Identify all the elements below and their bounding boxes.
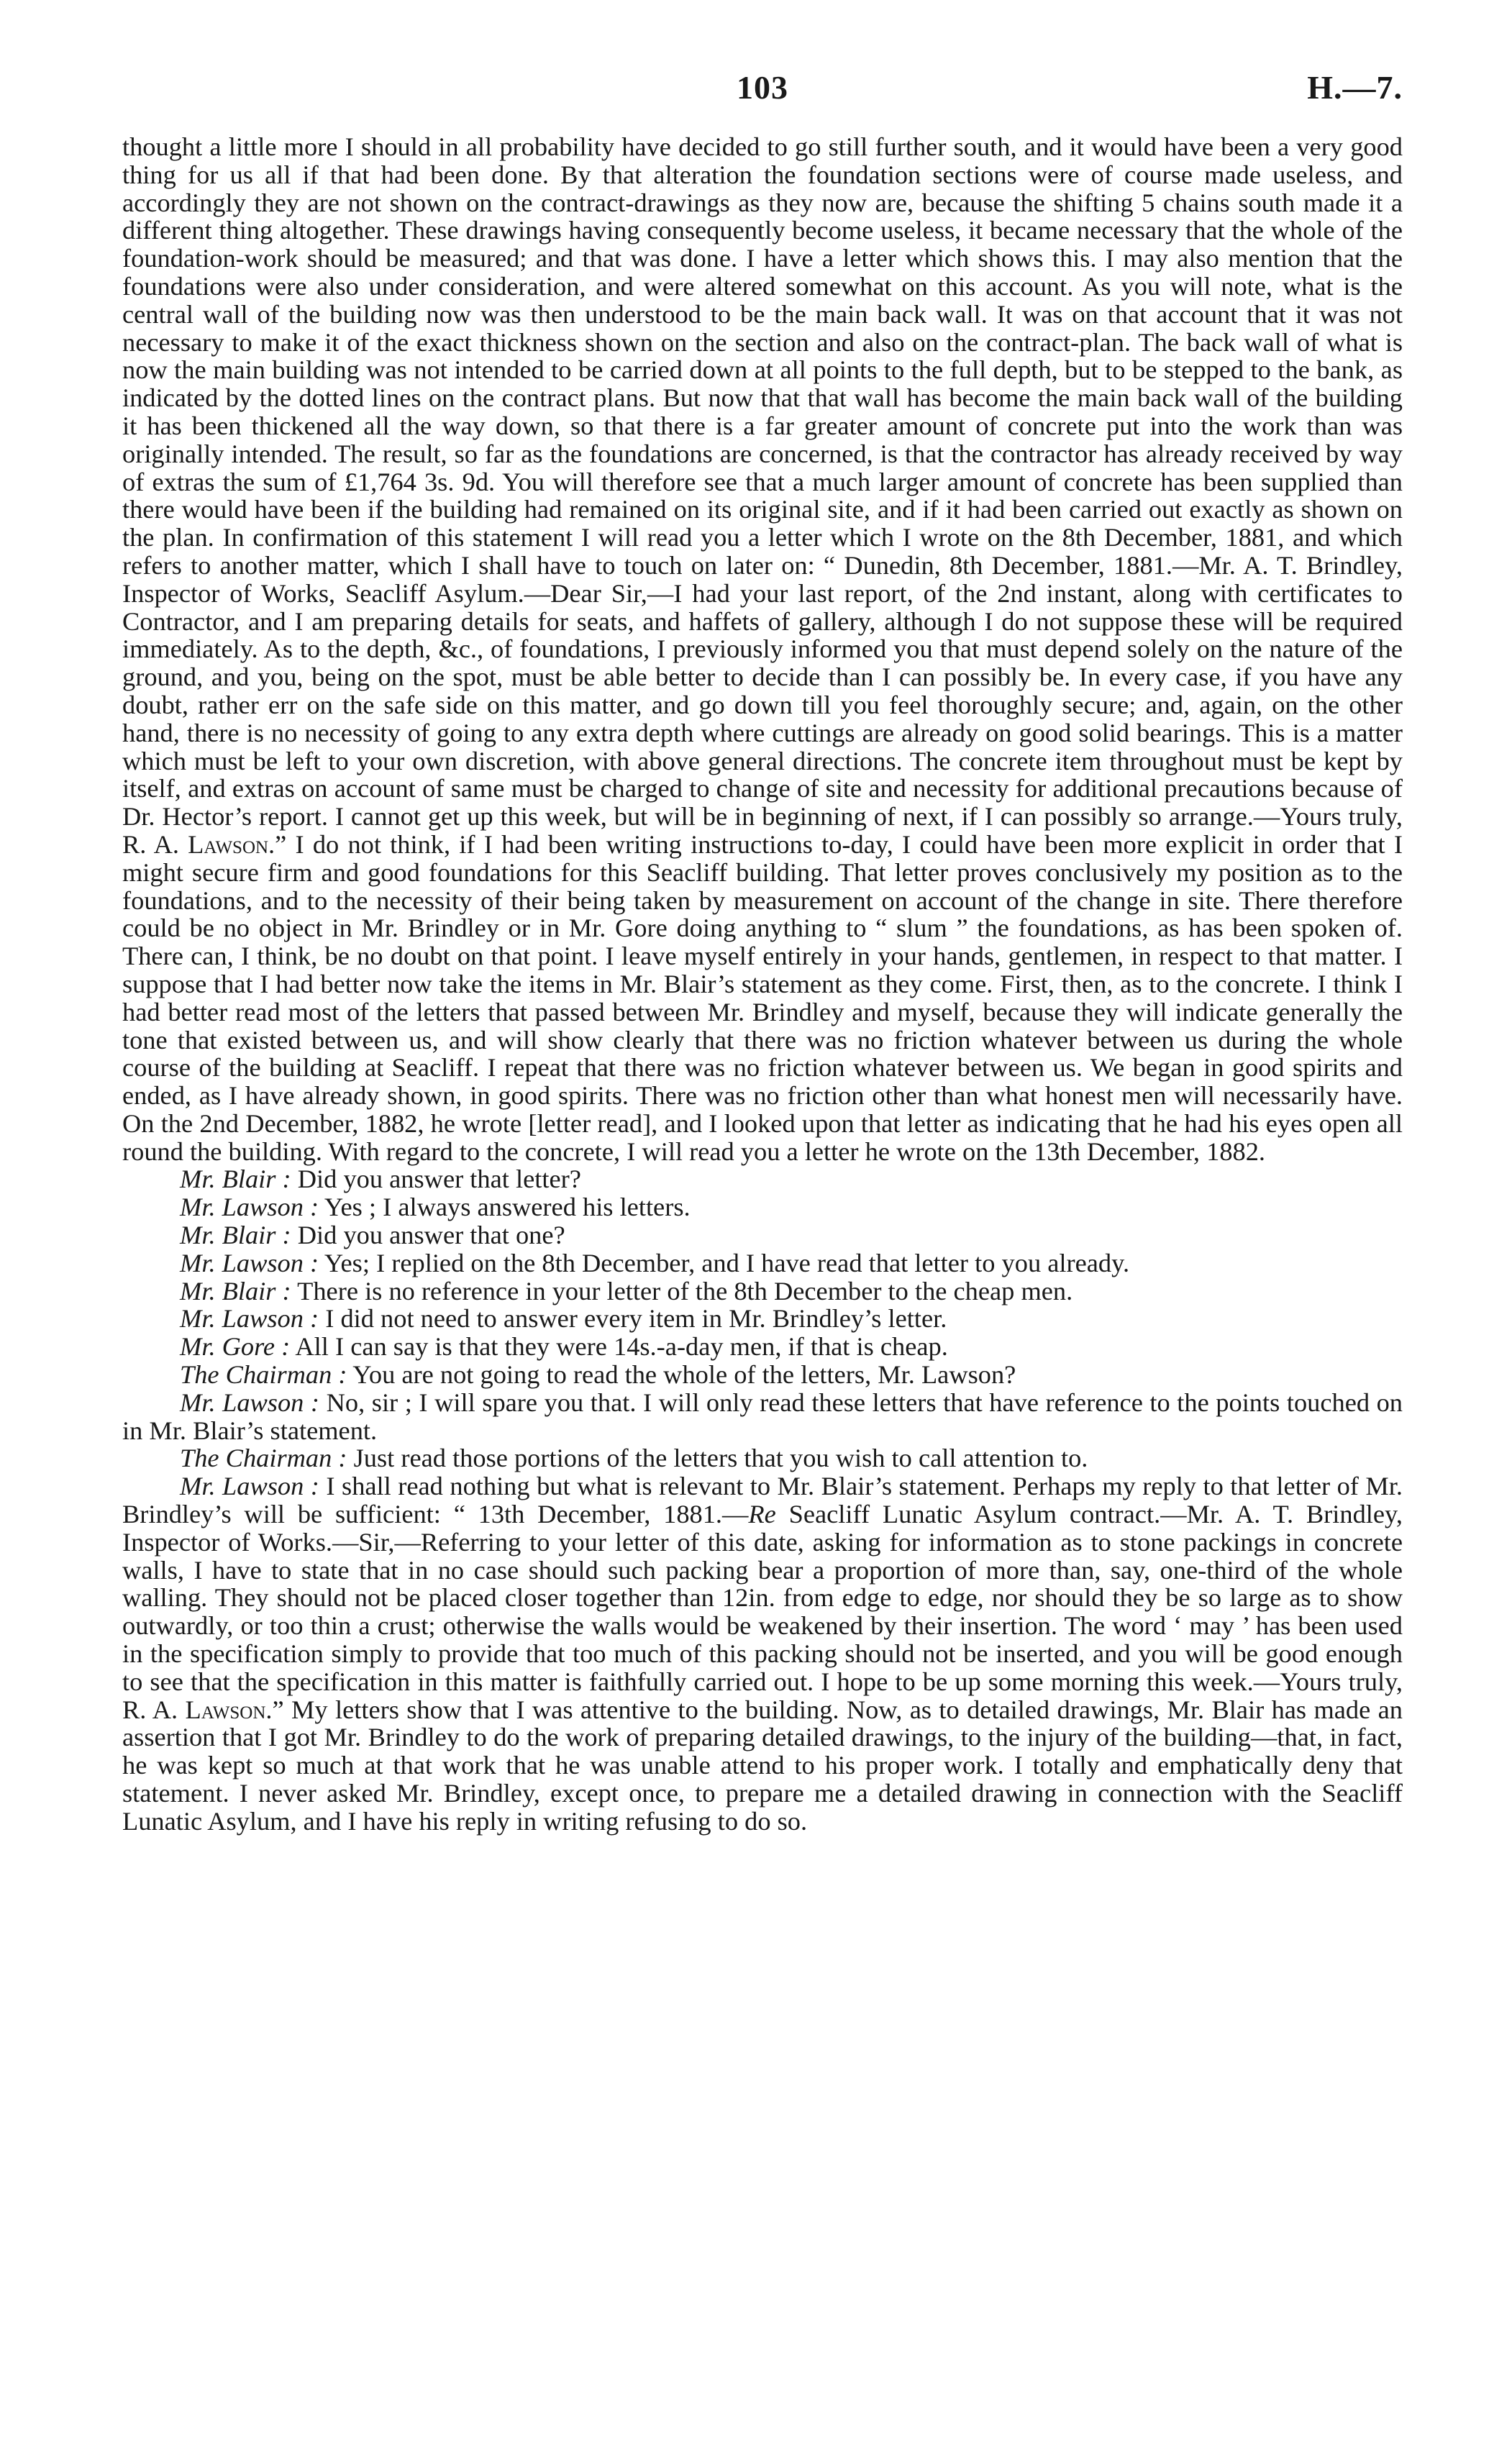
dialogue-text: Just read those portions of the letters that you wish to call attention to. xyxy=(353,1444,1088,1473)
dialogue-line xyxy=(122,1193,1403,1221)
speaker-name: Mr. Blair : xyxy=(180,1165,291,1194)
speaker-name: The Chairman : xyxy=(180,1444,347,1473)
speaker-name: Mr. Lawson : xyxy=(180,1193,319,1222)
final-text-before-re: I shall read nothing but what is relevant to Mr. Blair’s statement. Perhaps my reply to that letter of Mr. Brindley’s will be sufficient: “ 13th December, 1881.— xyxy=(122,1472,1403,1529)
dialogue-text: Did you answer that one? xyxy=(297,1221,565,1250)
page-header xyxy=(122,68,1403,133)
dialogue-line xyxy=(122,1333,1403,1361)
dialogue-text: Did you answer that letter? xyxy=(297,1165,581,1194)
dialogue-line xyxy=(122,1221,1403,1249)
speaker-name: Mr. Lawson : xyxy=(180,1248,319,1277)
body-text xyxy=(122,133,1403,1836)
opening-paragraph-text: thought a little more I should in all probability have decided to go still further south, and it would have been a very good thing for us all if that had been done. By that alteration the foundation sections were of course made useless, and accordingly they are not shown on the contract-drawings as they now are, because the shifting 5 chains south made it a different thing altogether. These drawings having consequently become useless, it became necessary that the whole of the foundation-work should be measured; and that was done. I have a letter which shows this. I may also mention that the foundations were also under consideration, and were altered somewhat on this account. As you will note, what is the central wall of the building now was then understood to be the main back wall. It was on that account that it was not necessary to make it of the exact thickness shown on the section and also on the contract-plan. The back wall of what is now the main building was not intended to be carried down at all points to the full depth, but to be stepped to the bank, as indicated by the dotted lines on the contract plans. But now that that wall has become the main back wall of the building it has been thickened all the way down, so that there is a far greater amount of concrete put into the work than was originally intended. The result, so far as the foundations are concerned, is that the contractor has already received by way of extras the sum of £1,764 3s. 9d. You will therefore see that a much larger amount of concrete has been supplied than there would have been if the building had remained on its original site, and if it had been carried out exactly as shown on the plan. In confirmation of this statement I will read you a letter which I wrote on the 8th December, 1881, and which refers to another matter, which I shall have to touch on later on: “ Dunedin, 8th December, 1881.—Mr. A. T. Brindley, Inspector of Works, Seacliff Asylum.—Dear Sir,—I had your last report, of the 2nd instant, along with certificates to Contractor, and I am preparing details for seats, and haffets of gallery, although I do not suppose these will be required immediately. As to the depth, &c., of foundations, I previously informed you that must depend solely on the nature of the ground, and you, being on the spot, must be able better to decide than I can possibly be. In every case, if you have any doubt, rather err on the safe side on this matter, and go down till you feel thoroughly secure; and, again, on the other hand, there is no necessity of going to any extra depth where cuttings are already on good solid bearings. This is a matter which must be left to your own discretion, with above general directions. The concrete item throughout must be kept by itself, and extras on account of same must be charged to change of site and necessity for additional precautions because of Dr. Hector’s report. I cannot get up this week, but will be in beginning of next, if I can possibly so arrange.—Yours truly, xyxy=(122,132,1403,831)
final-text-after-re: Seacliff Lunatic Asylum contract.—Mr. A. T. Brindley, Inspector of Works.—Sir,—Referring to your letter of this date, asking for information as to stone packings in concrete walls, I have to state that in no case should such packing bear a proportion of more than, say, one-third of the whole walling. They should not be placed closer together than 12in. from edge to edge, nor should they be so large as to show outwardly, or too thin a crust; otherwise the walls would be weakened by their insertion. The word ‘ may ’ has been used in the specification simply to provide that too much of this packing should not be inserted, and you will be good enough to see that the specification in this matter is faithfully carried out. I hope to be up some morning this week.—Yours truly, xyxy=(122,1500,1403,1696)
opening-letter-signature: R. A. Lawson.” xyxy=(122,829,287,859)
speaker-name: Mr. Lawson : xyxy=(180,1387,320,1417)
final-paragraph xyxy=(122,1472,1403,1835)
final-letter-signature: R. A. Lawson.” xyxy=(122,1695,284,1724)
dialogue-text: Yes; I replied on the 8th December, and I have read that letter to you already. xyxy=(324,1248,1130,1277)
opening-continuation-text: I do not think, if I had been writing instructions to-day, I could have been more explicit in order that I might secure firm and good foundations for this Seacliff building. That letter proves conclusively my position as to the foundations, and to the necessity of their being taken by measurement on account of the change in site. There therefore could be no object in Mr. Brindley or in Mr. Gore doing anything to “ slum ” the foundations, as has been spoken of. There can, I think, be no doubt on that point. I leave myself entirely in your hands, gentlemen, in respect to that matter. I suppose that I had better now take the items in Mr. Blair’s statement as they come. First, then, as to the concrete. I think I had better read most of the letters that passed between Mr. Brindley and myself, because they will indicate generally the tone that existed between us, and will show clearly that there was no friction whatever between us during the whole course of the building at Seacliff. I repeat that there was no friction whatever between us. We began in good spirits and ended, as I have already shown, in good spirits. There was no friction other than what honest men will necessarily have. On the 2nd December, 1882, he wrote [letter read], and I looked upon that letter as indicating that he had his eyes open all round the building. With regard to the concrete, I will read you a letter he wrote on the 13th December, 1882. xyxy=(122,829,1403,1166)
dialogue-line xyxy=(122,1305,1403,1333)
page-number: 103 xyxy=(737,69,788,106)
document-page xyxy=(122,68,1403,2384)
speaker-name: Mr. Blair : xyxy=(180,1276,291,1305)
paper-reference: H.—7. xyxy=(1307,69,1403,106)
speaker-name: The Chairman : xyxy=(180,1360,347,1390)
dialogue-line xyxy=(122,1165,1403,1193)
dialogue-text: There is no reference in your letter of the 8th December to the cheap men. xyxy=(297,1276,1073,1305)
dialogue-text: Yes ; I always answered his letters. xyxy=(324,1193,691,1222)
dialogue-line xyxy=(122,1277,1403,1305)
speaker-name: Mr. Blair : xyxy=(180,1221,291,1250)
speaker-name: Mr. Lawson : xyxy=(180,1472,319,1501)
dialogue-text: You are not going to read the whole of the letters, Mr. Lawson? xyxy=(352,1360,1016,1390)
dialogue-line xyxy=(122,1361,1403,1389)
dialogue-line xyxy=(122,1249,1403,1277)
dialogue-text: No, sir ; I will spare you that. I will only read these letters that have reference to the points touched on in Mr. Blair’s statement. xyxy=(122,1387,1403,1445)
re-label: Re xyxy=(748,1500,776,1529)
dialogue-line xyxy=(122,1444,1403,1472)
speaker-name: Mr. Gore : xyxy=(180,1332,291,1362)
dialogue-text: All I can say is that they were 14s.-a-day men, if that is cheap. xyxy=(295,1332,948,1362)
final-continuation-text: My letters show that I was attentive to the building. Now, as to detailed drawings, Mr. Blair has made an assertion that I got Mr. Brindley to do the work of preparing detailed drawings, to the injury of the building—that, in fact, he was kept so much at that work that he was unable attend to his proper work. I totally and emphatically deny that statement. I never asked Mr. Brindley, except once, to prepare me a detailed drawing in connection with the Seacliff Lunatic Asylum, and I have his reply in writing refusing to do so. xyxy=(122,1695,1403,1836)
opening-paragraph xyxy=(122,133,1403,1165)
dialogue-line xyxy=(122,1389,1403,1445)
speaker-name: Mr. Lawson : xyxy=(180,1304,319,1334)
dialogue-text: I did not need to answer every item in Mr. Brindley’s letter. xyxy=(325,1304,947,1334)
